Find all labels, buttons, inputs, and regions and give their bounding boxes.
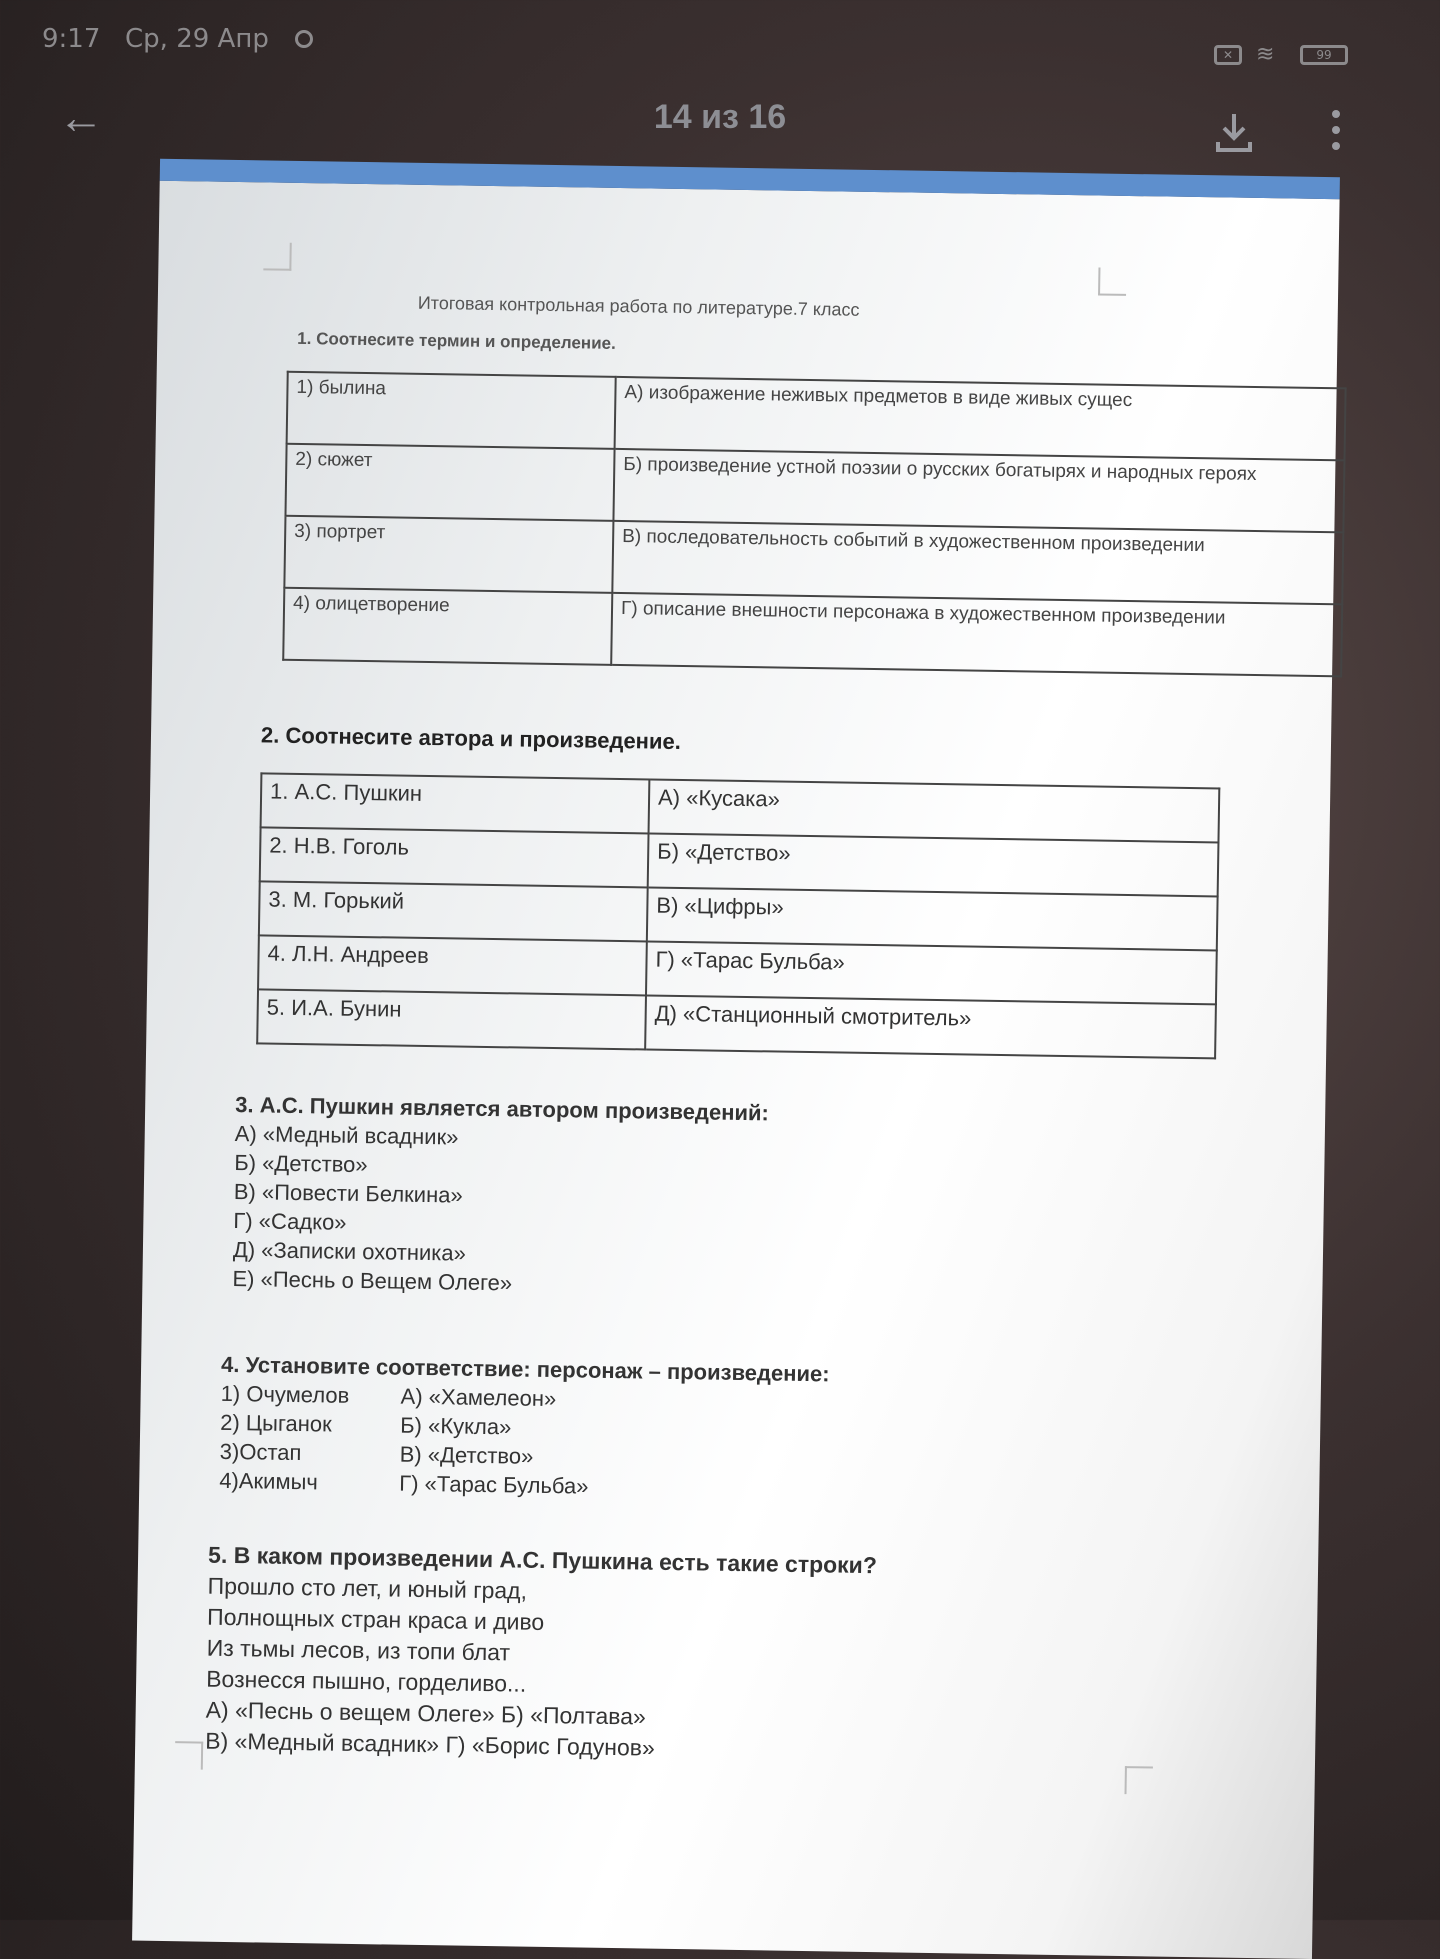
term-definition-table: [282, 371, 1346, 678]
crop-mark: [1098, 267, 1126, 295]
table-row: [283, 588, 1342, 677]
status-icons: [1214, 44, 1348, 66]
question-4: [219, 1350, 830, 1505]
poem-line: Полнощных стран краса и диво: [206, 1603, 545, 1635]
poem-line: Вознесся пышно, горделиво...: [206, 1665, 527, 1697]
question-2-heading: 2. Соотнесите автора и произведение.: [260, 722, 682, 754]
work-cell: В) «Цифры»: [647, 887, 1218, 950]
author-cell: 4. Л.Н. Андреев: [258, 935, 647, 995]
author-cell: 3. М. Горький: [259, 881, 648, 941]
term-cell: 4) олицетворение: [283, 588, 612, 665]
crop-mark: [175, 1741, 203, 1769]
document-title: Итоговая контрольная работа по литературе.7 класс: [417, 292, 860, 320]
author-work-table: [256, 772, 1220, 1059]
question-5: [205, 1540, 877, 1767]
work-label: Г) «Тарас Бульба»: [399, 1470, 589, 1499]
notification-icon: [295, 30, 313, 48]
term-cell: 2) сюжет: [285, 444, 614, 521]
author-cell: 2. Н.В. Гоголь: [260, 827, 649, 887]
back-arrow-icon[interactable]: ←: [58, 91, 104, 143]
more-options-icon[interactable]: [1326, 106, 1346, 154]
crop-mark: [263, 242, 291, 270]
status-date: Ср, 29 Апр: [125, 24, 269, 54]
download-icon[interactable]: [1212, 110, 1256, 154]
term-cell: 3) портрет: [284, 516, 613, 593]
viewer-toolbar: [0, 88, 1440, 152]
sim-icon: ✕: [1214, 45, 1242, 65]
author-cell: 5. И.А. Бунин: [257, 989, 646, 1049]
work-cell: Б) «Детство»: [648, 833, 1219, 896]
character-label: 1) Очумелов: [220, 1380, 350, 1408]
list-item: Г) «Садко»: [233, 1208, 347, 1235]
work-cell: А) «Кусака»: [649, 779, 1220, 842]
work-cell: Д) «Станционный смотритель»: [645, 995, 1216, 1058]
definition-cell: А) изображение неживых предметов в виде живых сущес: [615, 377, 1346, 460]
work-label: В) «Детство»: [399, 1441, 534, 1469]
definition-cell: В) последовательность событий в художественном произведении: [612, 521, 1343, 604]
list-item: А) «Медный всадник»: [234, 1121, 459, 1150]
page-counter: 14 из 16: [653, 98, 787, 136]
wifi-icon: ≋: [1256, 42, 1275, 67]
question-3-heading: 3. А.С. Пушкин является автором произведений:: [235, 1092, 770, 1126]
poem-line: Прошло сто лет, и юный град,: [207, 1572, 528, 1604]
question-1-heading: 1. Соотнесите термин и определение.: [297, 328, 616, 353]
character-label: 3)Остап: [219, 1438, 302, 1466]
definition-cell: Г) описание внешности персонажа в художественном произведении: [611, 593, 1342, 676]
answer-line: А) «Песнь о вещем Олеге» Б) «Полтава»: [205, 1696, 647, 1730]
question-4-heading: 4. Установите соответствие: персонаж – произведение:: [220, 1351, 830, 1387]
character-label: 4)Акимыч: [219, 1467, 319, 1495]
status-bar: [0, 0, 1440, 80]
list-item: Д) «Записки охотника»: [232, 1237, 467, 1266]
document-page: [132, 159, 1340, 1959]
character-label: 2) Цыганок: [220, 1409, 332, 1437]
answer-line: В) «Медный всадник» Г) «Борис Годунов»: [205, 1727, 655, 1761]
author-cell: 1. А.С. Пушкин: [261, 773, 650, 833]
list-item: В) «Повести Белкина»: [233, 1179, 463, 1208]
work-label: А) «Хамелеон»: [400, 1383, 557, 1412]
list-item: Е) «Песнь о Вещем Олеге»: [232, 1266, 513, 1296]
list-item: Б) «Детство»: [234, 1150, 368, 1178]
definition-cell: Б) произведение устной поэзии о русских богатырях и народных героях: [613, 449, 1344, 532]
crop-mark: [1125, 1766, 1153, 1794]
question-5-heading: 5. В каком произведении А.С. Пушкина есть такие строки?: [207, 1541, 878, 1579]
poem-line: Из тьмы лесов, из топи блат: [206, 1634, 511, 1666]
work-cell: Г) «Тарас Бульба»: [646, 941, 1217, 1004]
battery-icon: 99: [1300, 45, 1348, 65]
status-time: 9:17: [42, 24, 101, 54]
question-3: [232, 1090, 769, 1301]
work-label: Б) «Кукла»: [400, 1412, 512, 1440]
term-cell: 1) былина: [287, 372, 616, 449]
